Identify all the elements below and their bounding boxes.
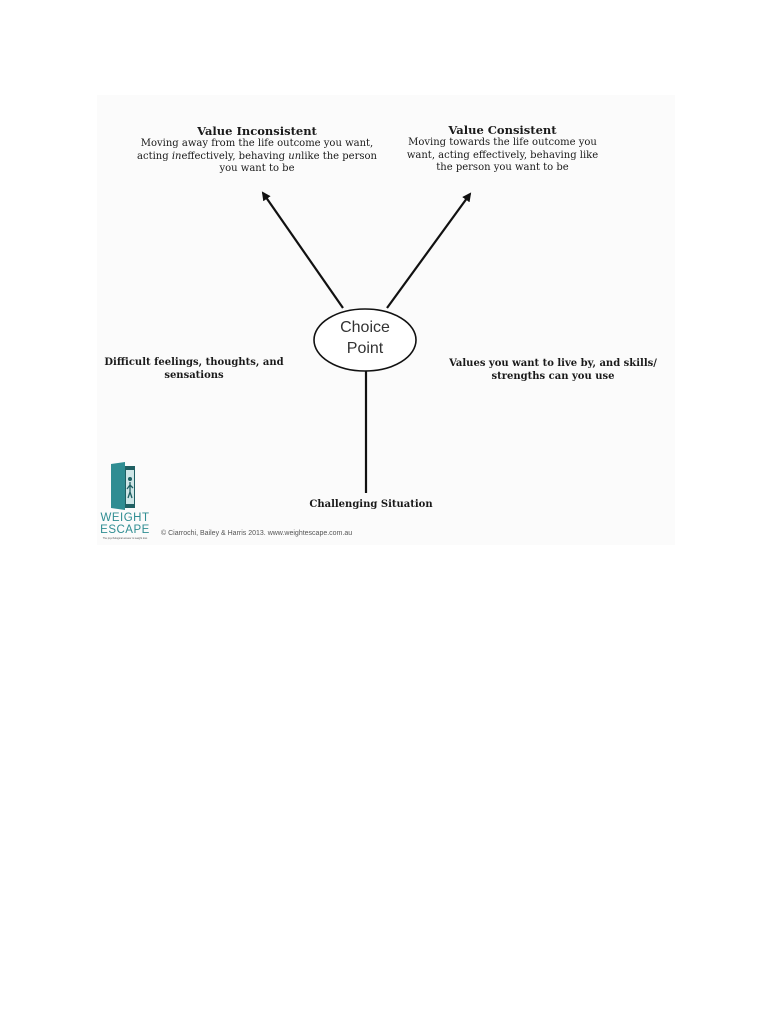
door-icon xyxy=(99,460,151,512)
value-inconsistent-line-3: you want to be xyxy=(219,163,295,175)
value-inconsistent-title: Value Inconsistent xyxy=(197,124,317,138)
value-inconsistent-line-2: acting ineffectively, behaving unlike the person xyxy=(137,150,377,162)
logo-word-escape: ESCAPE xyxy=(100,524,150,536)
values-skills-line-2: strengths can you use xyxy=(491,370,615,382)
value-consistent-line-3: the person you want to be xyxy=(436,162,569,174)
challenging-situation-label: Challenging Situation xyxy=(309,499,433,510)
challenging-situation-block xyxy=(296,499,446,512)
logo-tagline: The psychological answer to weight loss xyxy=(102,537,148,540)
arrow-right-consistent xyxy=(387,194,470,308)
difficult-feelings-line-1: Difficult feelings, thoughts, and xyxy=(104,357,284,368)
choice-point-line-2: Point xyxy=(346,339,384,357)
difficult-feelings-line-2: sensations xyxy=(164,369,224,381)
arrow-left-inconsistent xyxy=(263,193,343,308)
value-consistent-line-2: want, acting effectively, behaving like xyxy=(406,149,599,161)
choice-point-label xyxy=(313,318,417,360)
value-consistent-block xyxy=(380,123,625,175)
value-inconsistent-block xyxy=(112,124,402,176)
values-skills-block xyxy=(443,358,663,383)
copyright-notice: © Ciarrochi, Bailey & Harris 2013. www.weightescape.com.au xyxy=(161,530,353,537)
values-skills-line-1: Values you want to live by, and skills/ xyxy=(449,358,657,369)
value-consistent-title: Value Consistent xyxy=(448,123,557,137)
difficult-feelings-block xyxy=(104,357,284,382)
choice-point-line-1: Choice xyxy=(340,319,390,336)
value-inconsistent-line-1: Moving away from the life outcome you want, xyxy=(140,138,374,150)
value-consistent-line-1: Moving towards the life outcome you xyxy=(408,137,597,149)
weight-escape-logo xyxy=(99,460,151,544)
logo-word-weight: WEIGHT xyxy=(100,512,150,524)
